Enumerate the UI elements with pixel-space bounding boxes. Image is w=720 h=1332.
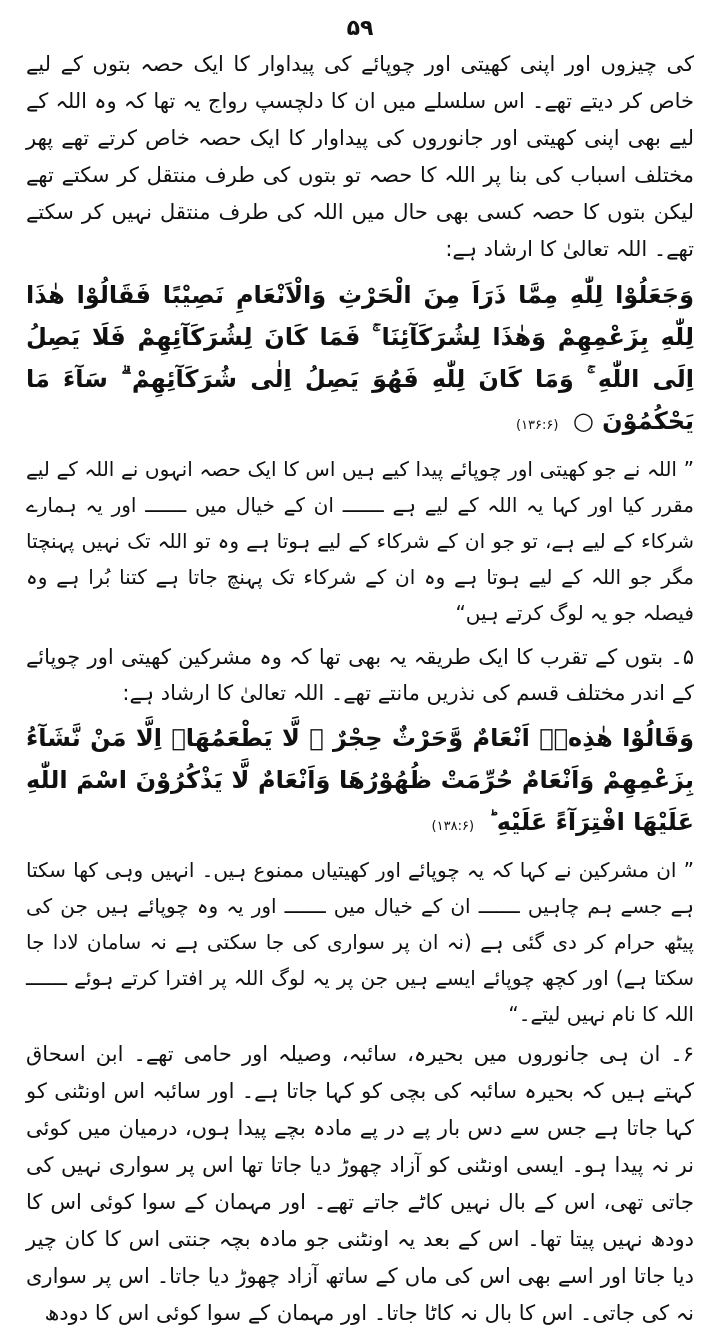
paragraph-point-6: ۶۔ ان ہی جانوروں میں بحیرہ، سائبہ، وصیلہ اور حامی تھے۔ ابن اسحاق کہتے ہیں کہ بحیرہ سائبہ کی بچی کو کہا جاتا ہے۔ اور سائبہ اس اونٹنی کو کہا جاتا ہے جس سے دس بار پے در پے مادہ بچے پیدا ہوں، درمیان میں کوئی نر نہ پیدا ہو۔ ایسی اونٹنی کو آزاد چھوڑ دیا جاتا تھا اس پر سواری نہیں کی جاتی تھی، اس کے بال نہیں کاٹے جاتے تھے۔ اور مہمان کے سوا کوئی اس کا دودھ نہیں پیتا تھا۔ اس کے بعد یہ اونٹنی جو مادہ بچہ جنتی اس کا کان چیر دیا جاتا اور اسے بھی اس کی ماں کے ساتھ آزاد چھوڑ دیا جاتا۔ اس پر سواری نہ کی جاتی۔ اس کا بال نہ کاٹا جاتا۔ اور مہمان کے سوا کوئی اس کا دودھ (26, 1042, 694, 1325)
quran-verse-1 (26, 274, 694, 447)
paragraph-point-5: ۵۔ بتوں کے تقرب کا ایک طریقہ یہ بھی تھا کہ وہ مشرکین کھیتی اور چوپائے کے اندر مختلف قسم کی نذریں مانتے تھے۔ اللہ تعالیٰ کا ارشاد ہے: (26, 645, 694, 705)
body-text (26, 46, 694, 1332)
translation-1: ” اللہ نے جو کھیتی اور چوپائے پیدا کیے ہیں اس کا ایک حصہ انہوں نے اللہ کے لیے مقرر کیا اور کہا یہ اللہ کے لیے ہے ـــــــ ان کے خیال میں ـــــــ اور یہ ہمارے شرکاء کے لیے ہے، تو جو ان کے شرکاء کے لیے ہوتا ہے وہ تو اللہ تک نہیں پہنچتا مگر جو اللہ کے لیے ہوتا ہے وہ ان کے شرکاء تک پہنچ جاتا ہے کتنا بُرا ہے وہ فیصلہ جو یہ لوگ کرتے ہیں“ (26, 457, 694, 625)
quran-verse-1-text: وَجَعَلُوْا لِلّٰهِ مِمَّا ذَرَاَ مِنَ الْحَرْثِ وَالْاَنْعَامِ نَصِیْبًا فَقَالُوْا هٰذَا لِلّٰهِ بِزَعْمِهِمْ وَهٰذَا لِشُرَكَآئِنَا ۚ فَمَا كَانَ لِشُرَكَآئِهِمْ فَلَا یَصِلُ اِلَى اللّٰهِ ۚ وَمَا كَانَ لِلّٰهِ فَهُوَ یَصِلُ اِلٰى شُرَكَآئِهِمْ ۗ سَآءَ مَا یَحْكُمُوْنَ ○ (26, 281, 694, 435)
page-number: ۵۹ (346, 16, 374, 41)
quran-verse-2 (26, 717, 694, 848)
quran-verse-2-reference: (۱۳۸:۶) (431, 819, 475, 834)
quran-verse-2-text: وَقَالُوْا هٰذِهٖۤ اَنْعَامٌ وَّحَرْثٌ حِجْرٌ ۖ لَّا یَطْعَمُهَاۤ اِلَّا مَنْ نَّشَآءُ بِزَعْمِهِمْ وَاَنْعَامٌ حُرِّمَتْ ظُهُوْرُهَا وَاَنْعَامٌ لَّا یَذْكُرُوْنَ اسْمَ اللّٰهِ عَلَیْهَا افْتِرَآءً عَلَیْهِ ؕ (26, 724, 694, 836)
translation-2: ” ان مشرکین نے کہا کہ یہ چوپائے اور کھیتیاں ممنوع ہیں۔ انہیں وہی کھا سکتا ہے جسے ہم چاہیں ـــــــ ان کے خیال میں ـــــــ اور یہ وہ چوپائے ہیں جن کی پیٹھ حرام کر دی گئی ہے (نہ ان پر سواری کی جا سکتی ہے نہ سامان لادا جا سکتا ہے) اور کچھ چوپائے ایسے ہیں جن پر یہ لوگ اللہ پر افترا کرتے ہوئے ـــــــ اللہ کا نام نہیں لیتے۔“ (26, 858, 694, 1026)
quran-verse-1-reference: (۱۳۶:۶) (515, 418, 559, 433)
paragraph-intro: کی چیزوں اور اپنی کھیتی اور چوپائے کی پیداوار کا ایک حصہ بتوں کے لیے خاص کر دیتے تھے۔ اس سلسلے میں ان کا دلچسپ رواج یہ تھا کہ وہ اللہ کے لیے بھی اپنی کھیتی اور جانوروں کی پیداوار کا ایک حصہ خاص کرتے تھے پھر مختلف اسباب کی بنا پر اللہ کا حصہ تو بتوں کی طرف منتقل کر سکتے تھے لیکن بتوں کا حصہ کسی بھی حال میں اللہ کی طرف منتقل نہیں کر سکتے تھے۔ اللہ تعالیٰ کا ارشاد ہے: (26, 52, 694, 261)
